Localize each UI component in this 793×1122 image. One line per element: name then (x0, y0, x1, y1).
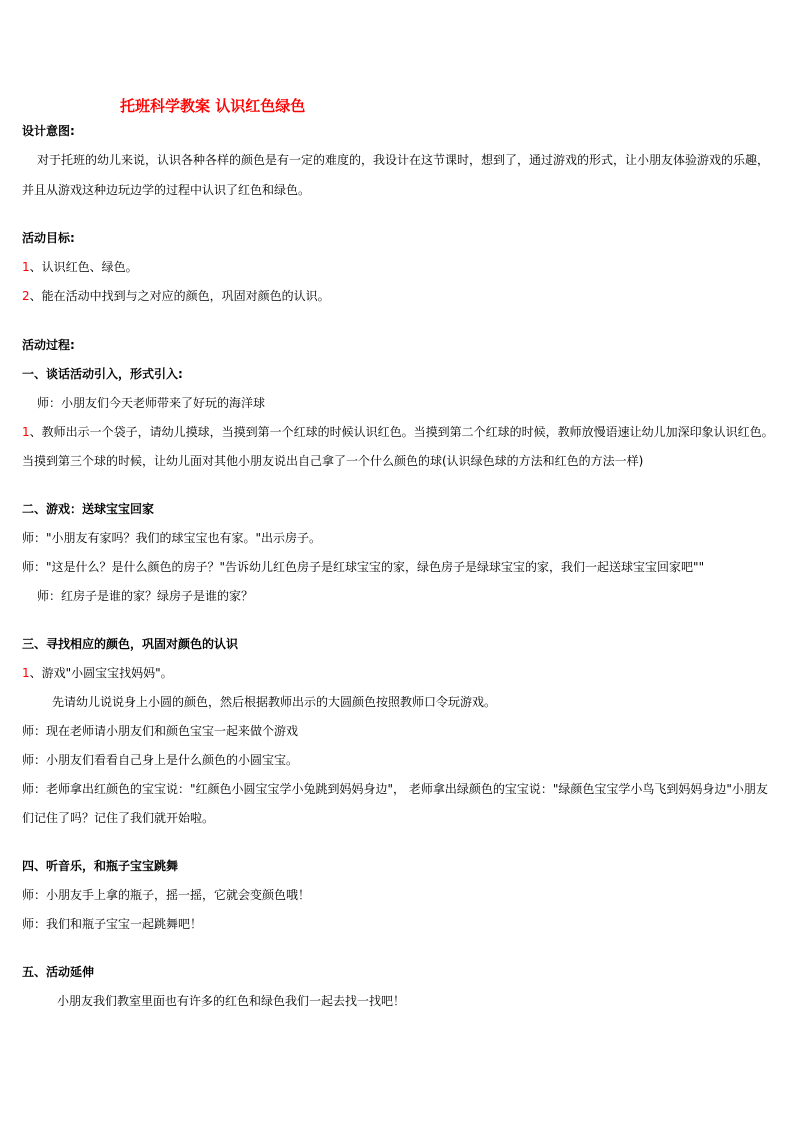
section-3-heading: 三、寻找相应的颜色，巩固对颜色的认识 (22, 637, 239, 651)
goal-item-1 (22, 259, 138, 275)
section-1-line-3: 当摸到第三个球的时候，让幼儿面对其他小朋友说出自己拿了一个什么颜色的球(认识绿色球的方法和红色的方法一样) (22, 454, 644, 468)
section-5-line-1: 小朋友我们教室里面也有许多的红色和绿色我们一起去找一找吧！ (57, 994, 406, 1008)
section-2-heading: 二、游戏：送球宝宝回家 (22, 502, 155, 516)
section-1-heading: 一、谈话活动引入，形式引入: (22, 367, 183, 381)
process-heading: 活动过程: (22, 338, 75, 352)
section-2-line-3: 师：红房子是谁的家？绿房子是谁的家？ (37, 589, 254, 603)
section-1-line-1: 师：小朋友们今天老师带来了好玩的海洋球 (37, 396, 266, 410)
section-1-line-2 (22, 424, 774, 440)
goal-item-2-text: 、能在活动中找到与之对应的颜色，巩固对颜色的认识。 (29, 289, 330, 303)
design-paragraph-line-2: 并且从游戏这种边玩边学的过程中认识了红色和绿色。 (22, 183, 311, 197)
section-1-line-2-number: 1 (22, 425, 30, 439)
goal-item-2 (22, 288, 330, 304)
section-2-line-1: 师："小朋友有家吗？我们的球宝宝也有家。"出示房子。 (22, 531, 322, 545)
section-3-line-1 (22, 665, 173, 681)
design-heading: 设计意图: (22, 124, 75, 138)
goal-item-1-text: 、认识红色、绿色。 (29, 260, 138, 274)
design-paragraph-line-1: 对于托班的幼儿来说，认识各种各样的颜色是有一定的难度的，我设计在这节课时，想到了，通过游戏的形式，让小朋友体验游戏的乐趣， (37, 153, 770, 167)
section-3-line-2: 先请幼儿说说身上小圆的颜色，然后根据教师出示的大圆颜色按照教师口令玩游戏。 (52, 695, 497, 709)
section-3-line-4: 师：小朋友们看看自己身上是什么颜色的小圆宝宝。 (22, 753, 299, 767)
goal-item-2-number: 2 (22, 289, 30, 303)
section-4-line-2: 师：我们和瓶子宝宝一起跳舞吧！ (22, 917, 203, 931)
document-title: 托班科学教案 认识红色绿色 (120, 97, 306, 115)
section-5-heading: 五、活动延伸 (22, 965, 95, 979)
section-4-line-1: 师：小朋友手上拿的瓶子，摇一摇，它就会变颜色哦！ (22, 888, 311, 902)
goals-heading: 活动目标: (22, 231, 75, 245)
section-2-line-2: 师："这是什么？是什么颜色的房子？"告诉幼儿红色房子是红球宝宝的家，绿色房子是绿球宝宝的家，我们一起送球宝宝回家吧"" (22, 560, 705, 574)
section-3-line-6: 们记住了吗？记住了我们就开始啦。 (22, 811, 215, 825)
section-3-line-1-text: 、游戏"小圆宝宝找妈妈"。 (29, 666, 173, 680)
section-4-heading: 四、听音乐，和瓶子宝宝跳舞 (22, 859, 179, 873)
section-3-line-1-number: 1 (22, 666, 30, 680)
section-3-line-3: 师：现在老师请小朋友们和颜色宝宝一起来做个游戏 (22, 724, 299, 738)
section-1-line-2-text: 、教师出示一个袋子，请幼儿摸球，当摸到第一个红球的时候认识红色。当摸到第二个红球的时候，教师放慢语速让幼儿加深印象认识红色。 (29, 425, 774, 439)
section-3-line-5: 师：老师拿出红颜色的宝宝说："红颜色小圆宝宝学小兔跳到妈妈身边"， 老师拿出绿颜色的宝宝说："绿颜色宝宝学小鸟飞到妈妈身边"小朋友 (22, 782, 768, 796)
goal-item-1-number: 1 (22, 260, 30, 274)
